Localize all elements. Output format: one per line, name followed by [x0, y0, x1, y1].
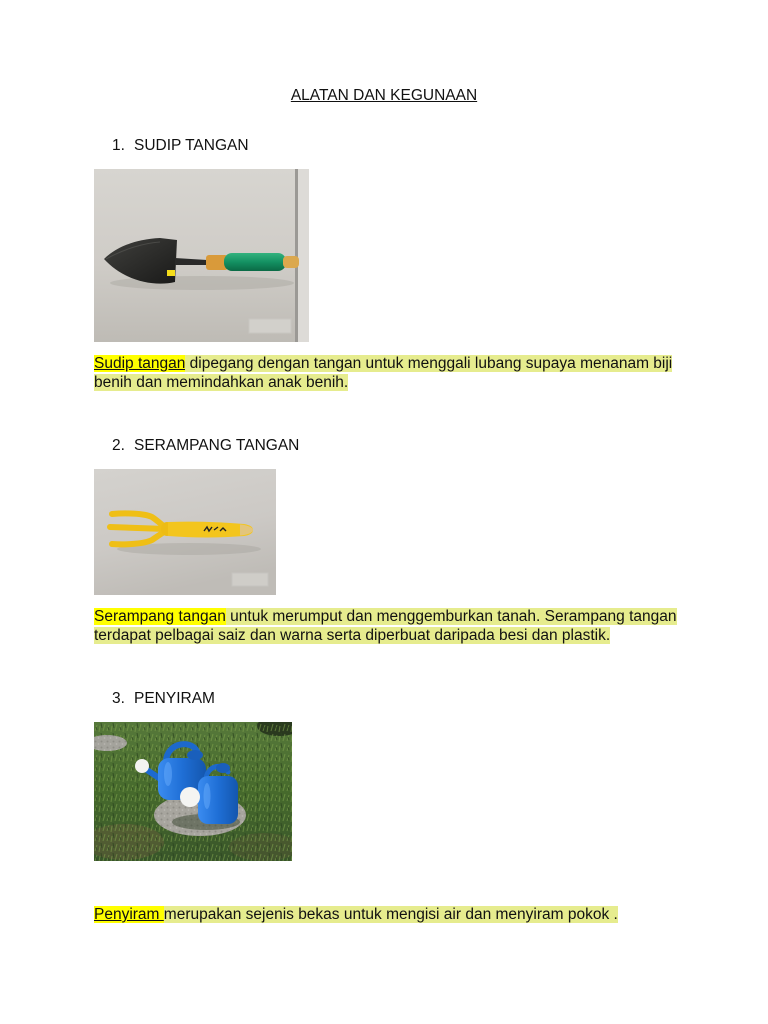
section-heading-sudip-tangan — [112, 136, 512, 155]
section-number: 2. — [112, 437, 125, 454]
section-title: SUDIP TANGAN — [134, 137, 249, 154]
watering-can-photo — [94, 722, 292, 861]
can-highlight — [204, 783, 211, 809]
highlighted-term: Serampang tangan — [94, 608, 226, 625]
wall-edge — [295, 169, 298, 342]
can-cap — [216, 763, 230, 773]
trowel-grip — [224, 253, 286, 271]
can-rose — [180, 787, 200, 807]
section-number: 3. — [112, 690, 125, 707]
description-text: untuk merumput dan menggemburkan tanah. Serampang tangan — [225, 608, 677, 625]
page-title: ALATAN DAN KEGUNAAN — [290, 87, 478, 104]
trowel-sticker — [167, 270, 175, 276]
hand-fork-photo — [94, 469, 276, 595]
description-line — [94, 607, 677, 626]
can-highlight — [164, 762, 172, 786]
section-heading-serampang-tangan — [112, 436, 512, 455]
photo-watermark — [249, 319, 291, 333]
highlighted-term: Penyiram — [94, 906, 164, 923]
section-number: 1. — [112, 137, 125, 154]
description-text: terdapat pelbagai saiz dan warna serta diperbuat daripada besi dan plastik. — [94, 627, 611, 644]
description-line — [94, 373, 348, 392]
highlighted-term: Sudip tangan — [94, 355, 186, 372]
hand-trowel-photo — [94, 169, 309, 342]
description-line — [94, 626, 610, 645]
fork-tine-middle — [110, 527, 166, 529]
description-text: dipegang dengan tangan untuk menggali lubang supaya menanam biji — [185, 355, 673, 372]
section-title: SERAMPANG TANGAN — [134, 437, 300, 454]
photo-watermark — [232, 573, 268, 586]
can-cap — [187, 750, 203, 760]
can-rose — [135, 759, 149, 773]
section-title: PENYIRAM — [134, 690, 215, 707]
description-text: merupakan sejenis bekas untuk mengisi air dan menyiram pokok . — [163, 906, 618, 923]
description-line — [94, 905, 618, 924]
description-text: benih dan memindahkan anak benih. — [94, 374, 349, 391]
wall-edge-light — [298, 169, 309, 342]
section-heading-penyiram — [112, 689, 512, 708]
description-line — [94, 354, 672, 373]
trowel-handle-end — [283, 256, 299, 268]
